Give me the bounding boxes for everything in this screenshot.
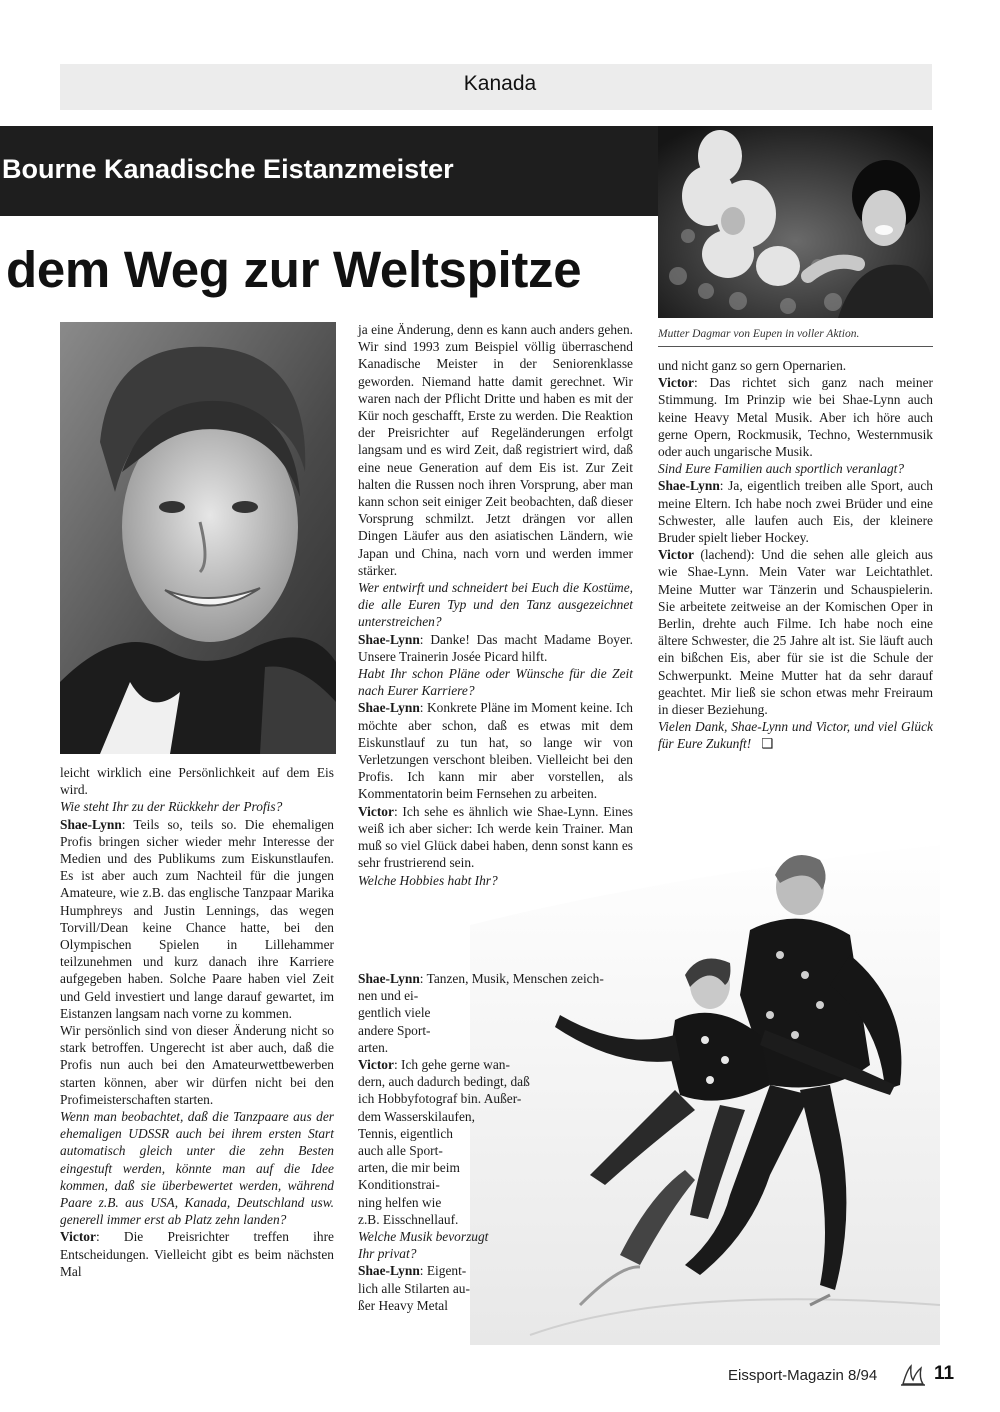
wrap-line xyxy=(358,1056,633,1073)
answer-text: : Das richtet sich ganz nach meiner Stimmung. Im Prinzip wie bei Shae-Lynn auch keine Heavy Metal Musik. Aber ich höre auch gerne Opern, Rockmusik, Techno, Westernmusik oder auch ungarische Musik. xyxy=(658,375,933,460)
interview-answer xyxy=(658,546,933,718)
wrap-line xyxy=(358,1073,633,1090)
speaker-name: Shae-Lynn xyxy=(60,816,122,832)
answer-text: : Ich sehe es ähnlich wie Shae-Lynn. Eines weiß ich aber sicher: Ich werde kein Trainer. Man muß so viel Glück dabei haben, denn sonst kann es sehr frustrierend sein. xyxy=(358,803,633,871)
paragraph-text: Tennis, eigentlich xyxy=(358,1125,454,1141)
wrap-line xyxy=(358,1176,633,1193)
page-number: 11 xyxy=(934,1363,955,1384)
paragraph xyxy=(60,1022,334,1108)
paragraph-text: dern, auch dadurch bedingt, daß xyxy=(358,1074,530,1090)
paragraph-text: ich Hobbyfotograf bin. Außer- xyxy=(358,1091,522,1107)
speaker-name: Victor xyxy=(358,1057,394,1073)
photo-mother-cheering xyxy=(658,126,933,318)
footer-magazine: Eissport-Magazin 8/94 xyxy=(728,1367,878,1384)
question-text: Wer entwirft und schneidert bei Euch die Kostüme, die alle Euren Typ und den Tanz ausgezeichnet unterstreichen? xyxy=(358,580,633,630)
column-left xyxy=(60,764,334,1280)
column-middle-top xyxy=(358,321,633,889)
interview-answer xyxy=(658,374,933,460)
interview-question xyxy=(658,718,933,752)
paragraph xyxy=(60,764,334,798)
paragraph-text: auch alle Sport- xyxy=(358,1143,443,1159)
question-text: Welche Musik bevorzugt xyxy=(358,1229,489,1245)
wrap-line xyxy=(358,1280,633,1297)
question-text: Ihr privat? xyxy=(358,1246,417,1262)
interview-question xyxy=(358,872,633,889)
interview-answer xyxy=(658,477,933,546)
speaker-name: Victor xyxy=(658,375,694,391)
caption-rule xyxy=(658,346,933,347)
paragraph xyxy=(358,321,633,579)
paragraph-text: gentlich viele xyxy=(358,1005,431,1021)
speaker-name: Victor xyxy=(658,547,694,563)
photo-caption: Mutter Dagmar von Eupen in voller Aktion. xyxy=(658,328,860,340)
paragraph-text: ja eine Änderung, denn es kann auch anders gehen. Wir sind 1993 zum Beispiel völlig überraschend Kanadische Meister in der Seniorenklasse geworden. Niemand hatte damit gerechnet. Wir waren nach der Pflicht Dritte und haben es mit der Kür noch geschafft, Erste zu werden. Die Reaktion der Preisrichter auf Regeländerungen erfolgt langsam und es wird Zeit, daß registriert wird, daß eine neue Generation auf dem Eis ist. Zur Zeit halten die Russen noch ihren Vorsprung, aber man kann schon seit einiger Zeit beobachten, daß dieser Vorsprung schmilzt. Jetzt drängen vor allen Dingen Läufer aus den asiatischen Ländern, wie Japan und China, nach vorn und werden immer stärker. xyxy=(358,322,633,578)
interview-answer xyxy=(60,816,334,1022)
speaker-name: Shae-Lynn xyxy=(358,631,420,647)
question-text: Habt Ihr schon Pläne oder Wünsche für die Zeit nach Eurer Karriere? xyxy=(358,666,633,699)
answer-text: : Teils so, teils so. Die ehemaligen Profis bringen sicher wieder mehr Interesse der Medien und des Publikums zum Eiskunstlaufen. Es ist aber auch zum Nachteil für die jungen Amateure, wie z.B. das englische Tanzpaar Marika Humphreys and Justin Lennings, das wegen Torvill/Dean keine Chance hatte, bei den Olympischen Spielen in Lillehammer teilzunehmen und kurz danach ihre Karriere aufgegeben haben. Solche Paare haben viel Zeit und Geld investiert und lange darauf gewartet, im Eistanzen langsam nach vorne zu kommen. xyxy=(60,816,334,1021)
paragraph-text: z.B. Eisschnellauf. xyxy=(358,1211,459,1227)
article-title: Bourne Kanadische Eistanzmeister xyxy=(2,154,454,184)
speaker-name: Victor xyxy=(60,1229,96,1245)
paragraph-text: und nicht ganz so gern Opernarien. xyxy=(658,358,847,373)
photo-portrait-victor xyxy=(60,322,336,754)
interview-answer xyxy=(60,1228,334,1280)
speaker-name: Shae-Lynn xyxy=(358,700,420,716)
answer-text: (lachend): Und die sehen alle gleich aus wie Shae-Lynn. Mein Vater war Leichtathlet. Meine Mutter war Tänzerin und Schauspielerin. Sie arbeitete zeitweise an der Komischen Oper in Berlin, drehte auch Filme. Ich habe noch eine ältere Schwester, die 25 Jahre alt ist. Sie läuft auch ein bißchen Eis, aber für sie ist die Schule der Schwerpunkt. Meine Mutter hat da sehr darauf geachtet. Mir ließ sie schon etwas mehr Freiraum in dieser Beziehung. xyxy=(658,547,933,718)
interview-answer xyxy=(358,803,633,872)
wrap-line xyxy=(358,1090,633,1107)
paragraph-text: Wir persönlich sind von dieser Änderung nicht so stark betroffen. Ungerecht ist aber auch, daß die Profis nun auch bei den Amateurwettbewerben starten können, aber wir dürfen nicht bei den Profimeisterschaften starten. xyxy=(60,1023,334,1107)
wrap-line xyxy=(358,1039,633,1056)
question-text: Welche Hobbies habt Ihr? xyxy=(358,872,498,888)
answer-text: : Ich gehe gerne wan- xyxy=(393,1057,510,1073)
paragraph-text: nen und ei- xyxy=(358,988,419,1004)
wrap-line xyxy=(358,1142,633,1159)
answer-text: : Konkrete Pläne im Moment keine. Ich möchte aber schon, daß es etwas mit dem Eiskunstlauf zu tun hat, so lange wir von Verletzungen verschont bleiben. Vielleicht bei den Profis. Ich kann mir aber vorstellen, als Kommentatorin beim Fernsehen zu arbeiten. xyxy=(358,700,633,802)
answer-text: : Eigent- xyxy=(419,1263,467,1279)
wrap-line xyxy=(358,1194,633,1211)
answer-text: : Die Preisrichter treffen ihre Entscheidungen. Vielleicht gibt es beim nächsten Mal xyxy=(60,1229,334,1279)
paragraph-text: leicht wirklich eine Persönlichkeit auf dem Eis wird. xyxy=(60,765,334,798)
interview-answer xyxy=(358,631,633,665)
interview-question xyxy=(658,460,933,477)
wrap-line xyxy=(358,1125,633,1142)
speaker-name: Shae-Lynn xyxy=(358,971,420,986)
interview-answer xyxy=(358,699,633,802)
paragraph-text: ßer Heavy Metal xyxy=(358,1297,448,1313)
wrap-line xyxy=(358,1297,633,1314)
question-text: Wie steht Ihr zu der Rückkehr der Profis? xyxy=(60,799,283,815)
paragraph-text: ning helfen wie xyxy=(358,1194,442,1210)
speaker-name: Victor xyxy=(358,803,394,819)
paragraph-text: andere Sport- xyxy=(358,1022,431,1038)
wrap-line xyxy=(358,1159,633,1176)
answer-text: : Tanzen, Musik, Menschen zeich- xyxy=(419,971,604,986)
question-text: Sind Eure Familien auch sportlich veranlagt? xyxy=(658,461,905,477)
wrap-line xyxy=(358,1262,633,1279)
headline: dem Weg zur Weltspitze xyxy=(6,241,582,298)
wrap-line xyxy=(358,1022,633,1039)
paragraph-text: lich alle Stilarten au- xyxy=(358,1280,470,1296)
column-middle-wrap xyxy=(358,970,633,1314)
wrap-line xyxy=(358,1108,633,1125)
paragraph-text: arten, die mir beim xyxy=(358,1160,460,1176)
magazine-logo-icon xyxy=(899,1362,927,1388)
question-text: Vielen Dank, Shae-Lynn und Victor, und viel Glück für Eure Zukunft! xyxy=(658,719,933,752)
speaker-name: Shae-Lynn xyxy=(658,478,720,494)
wrap-line xyxy=(358,1211,633,1228)
section-label: Kanada xyxy=(463,72,537,95)
interview-question xyxy=(358,665,633,699)
paragraph-text: arten. xyxy=(358,1039,389,1055)
interview-question xyxy=(358,579,633,631)
answer-text: : Danke! Das macht Madame Boyer. Unsere Trainerin Josée Picard hilft. xyxy=(358,631,633,664)
paragraph-text: dem Wasserskilaufen, xyxy=(358,1108,475,1124)
end-mark-icon: ❑ xyxy=(761,736,774,752)
wrap-line xyxy=(358,970,633,987)
answer-text: : Ja, eigentlich treiben alle Sport, auch meine Eltern. Ich habe noch zwei Brüder und eine Schwester, alle laufen auch Eis, der kleinere Bruder spielt lieber Hockey. xyxy=(658,478,933,546)
paragraph xyxy=(658,357,933,374)
interview-question xyxy=(60,1108,334,1228)
interview-question xyxy=(60,798,334,815)
column-right xyxy=(658,357,933,753)
wrap-line xyxy=(358,1004,633,1021)
wrap-line xyxy=(358,987,633,1004)
paragraph-text: Konditionstrai- xyxy=(358,1177,440,1193)
wrap-line xyxy=(358,1228,633,1245)
question-text: Wenn man beobachtet, daß die Tanzpaare aus der ehemaligen UDSSR auch bei ihrem ersten Start automatisch gleich unter die zehn Besten eingestuft werden, könnte man auf die Idee kommen, daß sie überbewertet werden, während Paare z.B. aus USA, Kanada, Deutschland usw. generell immer erst ab Platz zehn landen? xyxy=(60,1109,334,1228)
speaker-name: Shae-Lynn xyxy=(358,1263,420,1279)
wrap-line xyxy=(358,1245,633,1262)
